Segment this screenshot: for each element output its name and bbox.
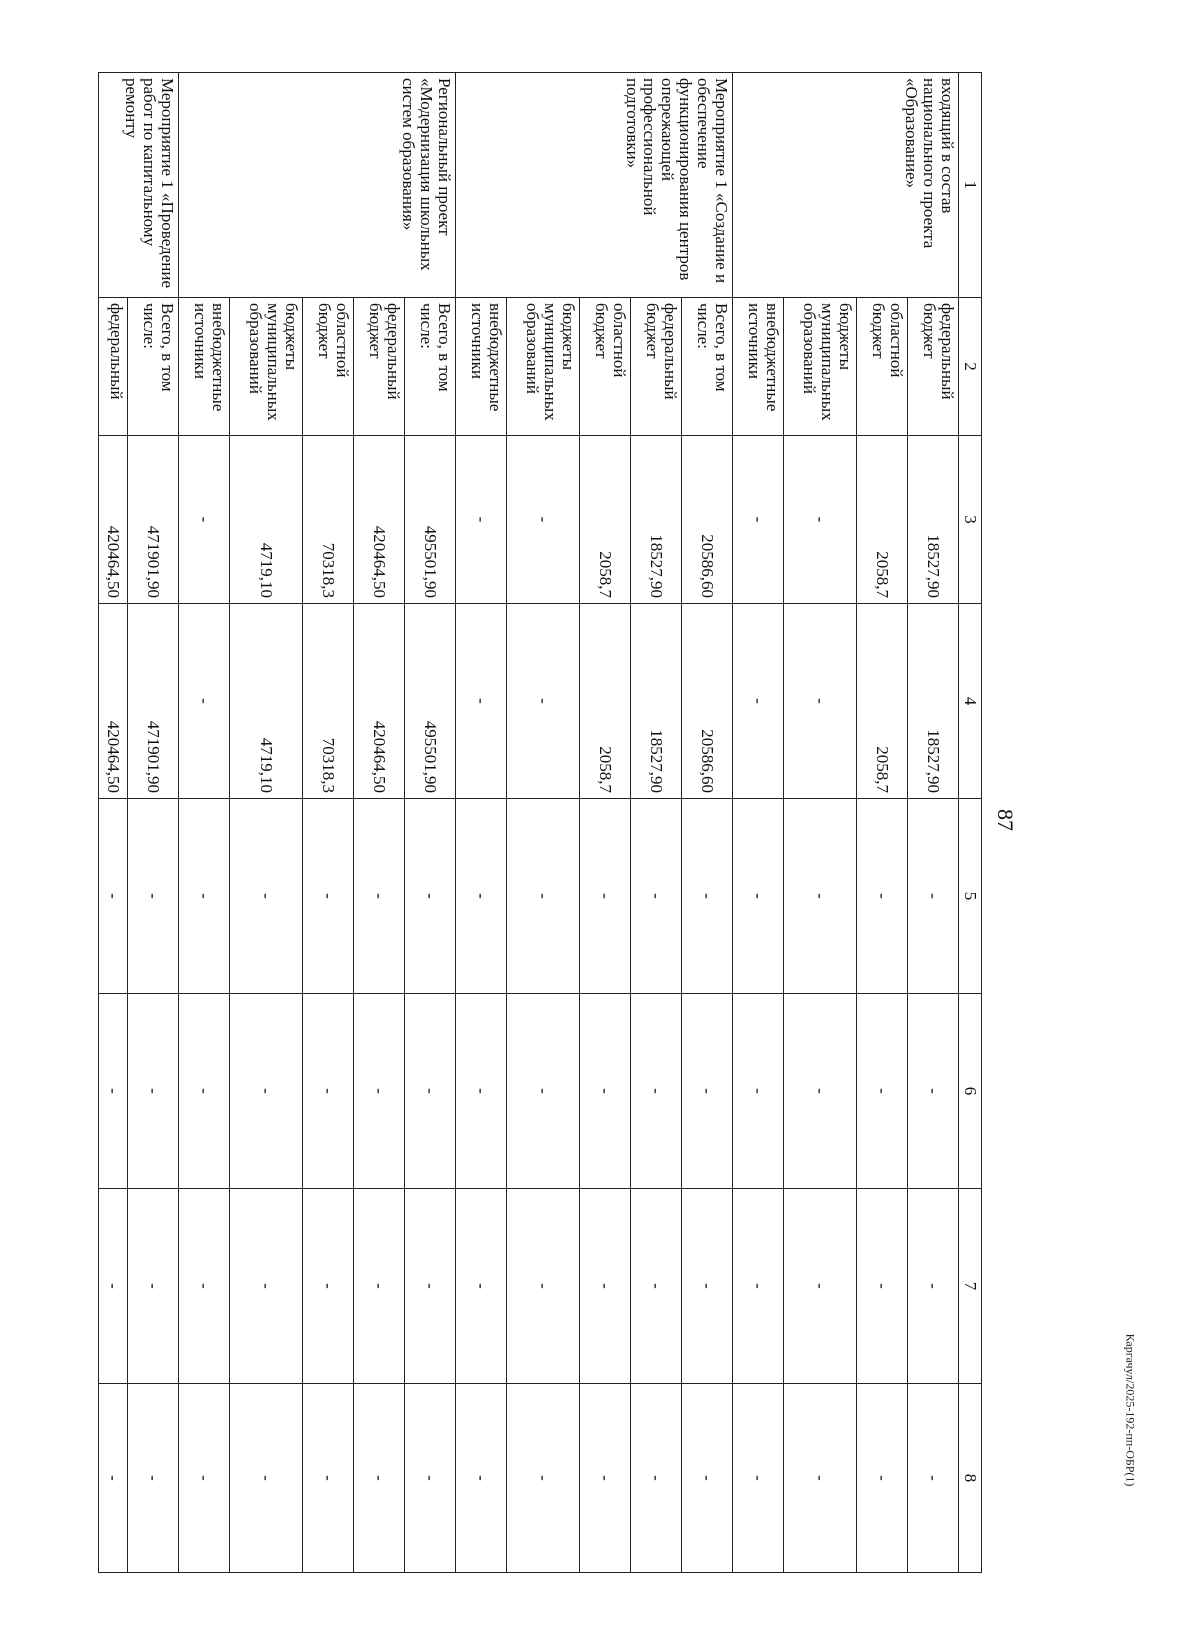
value-cell: - <box>455 1189 506 1384</box>
header-cell-8: 8 <box>959 1384 982 1573</box>
value-cell: - <box>630 1384 681 1573</box>
value-cell: - <box>579 994 630 1189</box>
value-cell: - <box>783 799 856 994</box>
project-name-cell: Мероприятие 1 «Проведение работ по капитальному ремонту <box>99 73 179 298</box>
table-row <box>681 73 732 1573</box>
value-cell: - <box>455 1384 506 1573</box>
value-cell: - <box>404 994 455 1189</box>
value-cell: 70318,3 <box>302 604 353 799</box>
header-cell-2: 2 <box>959 298 982 436</box>
value-cell: - <box>506 436 579 604</box>
value-cell: - <box>681 994 732 1189</box>
value-cell: - <box>732 1384 783 1573</box>
value-cell: - <box>99 1384 128 1573</box>
value-cell: 18527,90 <box>908 436 959 604</box>
value-cell: 420464,50 <box>99 436 128 604</box>
value-cell: - <box>127 1384 178 1573</box>
value-cell: - <box>229 799 302 994</box>
value-cell: 18527,90 <box>630 436 681 604</box>
value-cell: 4719,10 <box>229 604 302 799</box>
table-row <box>630 73 681 1573</box>
value-cell: - <box>783 1189 856 1384</box>
value-cell: 420464,50 <box>99 604 128 799</box>
value-cell: - <box>404 1189 455 1384</box>
value-cell: - <box>630 994 681 1189</box>
value-cell: 2058,7 <box>579 436 630 604</box>
funding-source-cell: федеральный бюджет <box>908 298 959 436</box>
value-cell: - <box>99 799 128 994</box>
project-name-cell: входящий в состав национального проекта «Образование» <box>732 73 958 298</box>
value-cell: 70318,3 <box>302 436 353 604</box>
value-cell: - <box>302 994 353 1189</box>
value-cell: 2058,7 <box>579 604 630 799</box>
value-cell: - <box>302 1384 353 1573</box>
value-cell: - <box>229 1189 302 1384</box>
value-cell: 18527,90 <box>630 604 681 799</box>
value-cell: - <box>506 1189 579 1384</box>
funding-source-cell: федеральный бюджет <box>353 298 404 436</box>
funding-source-cell: бюджеты муниципальных образований <box>783 298 856 436</box>
table-row <box>455 73 506 1573</box>
table-row <box>404 73 455 1573</box>
value-cell: - <box>506 799 579 994</box>
value-cell: 471901,90 <box>127 604 178 799</box>
table-row <box>127 73 178 1573</box>
value-cell: - <box>783 1384 856 1573</box>
value-cell: - <box>857 994 908 1189</box>
value-cell: - <box>732 604 783 799</box>
table-row <box>732 73 783 1573</box>
value-cell: - <box>630 1189 681 1384</box>
value-cell: - <box>857 1189 908 1384</box>
value-cell: - <box>783 436 856 604</box>
value-cell: 495501,90 <box>404 436 455 604</box>
funding-table-container <box>98 72 982 1572</box>
value-cell: - <box>178 1189 229 1384</box>
header-cell-6: 6 <box>959 994 982 1189</box>
value-cell: - <box>404 1384 455 1573</box>
value-cell: - <box>353 799 404 994</box>
table-row <box>506 73 579 1573</box>
value-cell: 20586,60 <box>681 604 732 799</box>
value-cell: - <box>178 1384 229 1573</box>
funding-source-cell: Всего, в том числе: <box>404 298 455 436</box>
value-cell: - <box>681 1189 732 1384</box>
project-name-cell: Мероприятие 1 «Создание и обеспечение функционирования центров опережающей профессиональной подготовки» <box>455 73 732 298</box>
table-row <box>229 73 302 1573</box>
table-row <box>908 73 959 1573</box>
funding-source-cell: внебюджетные источники <box>455 298 506 436</box>
value-cell: 420464,50 <box>353 604 404 799</box>
funding-source-cell: Всего, в том числе: <box>127 298 178 436</box>
value-cell: - <box>908 1189 959 1384</box>
value-cell: - <box>732 799 783 994</box>
funding-source-cell: бюджеты муниципальных образований <box>506 298 579 436</box>
value-cell: - <box>732 1189 783 1384</box>
value-cell: 420464,50 <box>353 436 404 604</box>
value-cell: - <box>783 994 856 1189</box>
funding-source-cell: бюджеты муниципальных образований <box>229 298 302 436</box>
value-cell: - <box>229 1384 302 1573</box>
value-cell: 20586,60 <box>681 436 732 604</box>
funding-table <box>98 72 982 1573</box>
value-cell: - <box>579 1189 630 1384</box>
value-cell: - <box>302 799 353 994</box>
page-number: 87 <box>993 809 1018 831</box>
table-row <box>302 73 353 1573</box>
document-code: Каргачул/2025-192-пп-ОБР(1) <box>1123 1333 1138 1487</box>
value-cell: - <box>455 799 506 994</box>
value-cell: - <box>857 799 908 994</box>
table-row <box>178 73 229 1573</box>
value-cell: - <box>732 994 783 1189</box>
header-cell-4: 4 <box>959 604 982 799</box>
funding-source-cell: федеральный <box>99 298 128 436</box>
funding-source-cell: областной бюджет <box>857 298 908 436</box>
project-name-cell: Региональный проект «Модернизация школьных систем образования» <box>178 73 455 298</box>
value-cell: - <box>353 994 404 1189</box>
value-cell: 2058,7 <box>857 604 908 799</box>
header-row <box>959 73 982 1573</box>
value-cell: - <box>455 436 506 604</box>
value-cell: - <box>681 1384 732 1573</box>
value-cell: - <box>127 1189 178 1384</box>
value-cell: - <box>353 1384 404 1573</box>
value-cell: - <box>353 1189 404 1384</box>
value-cell: - <box>127 799 178 994</box>
value-cell: - <box>178 436 229 604</box>
value-cell: - <box>579 799 630 994</box>
value-cell: - <box>127 994 178 1189</box>
table-row <box>783 73 856 1573</box>
funding-source-cell: федеральный бюджет <box>630 298 681 436</box>
value-cell: 2058,7 <box>857 436 908 604</box>
header-cell-3: 3 <box>959 436 982 604</box>
table-row <box>353 73 404 1573</box>
table-row <box>857 73 908 1573</box>
funding-source-cell: областной бюджет <box>579 298 630 436</box>
funding-source-cell: Всего, в том числе: <box>681 298 732 436</box>
value-cell: - <box>908 799 959 994</box>
value-cell: 495501,90 <box>404 604 455 799</box>
value-cell: - <box>908 994 959 1189</box>
header-cell-7: 7 <box>959 1189 982 1384</box>
funding-source-cell: внебюджетные источники <box>178 298 229 436</box>
table-row <box>579 73 630 1573</box>
table-row <box>99 73 128 1573</box>
value-cell: - <box>99 1189 128 1384</box>
value-cell: - <box>857 1384 908 1573</box>
header-cell-5: 5 <box>959 799 982 994</box>
value-cell: - <box>732 436 783 604</box>
value-cell: - <box>681 799 732 994</box>
value-cell: - <box>506 604 579 799</box>
value-cell: - <box>783 604 856 799</box>
funding-source-cell: областной бюджет <box>302 298 353 436</box>
value-cell: 18527,90 <box>908 604 959 799</box>
value-cell: - <box>506 994 579 1189</box>
value-cell: - <box>229 994 302 1189</box>
value-cell: - <box>178 799 229 994</box>
value-cell: - <box>178 994 229 1189</box>
value-cell: 4719,10 <box>229 436 302 604</box>
value-cell: - <box>302 1189 353 1384</box>
value-cell: - <box>455 604 506 799</box>
value-cell: - <box>579 1384 630 1573</box>
value-cell: - <box>506 1384 579 1573</box>
header-cell-1: 1 <box>959 73 982 298</box>
value-cell: - <box>99 994 128 1189</box>
value-cell: - <box>178 604 229 799</box>
value-cell: - <box>908 1384 959 1573</box>
value-cell: 471901,90 <box>127 436 178 604</box>
value-cell: - <box>630 799 681 994</box>
funding-source-cell: внебюджетные источники <box>732 298 783 436</box>
value-cell: - <box>404 799 455 994</box>
value-cell: - <box>455 994 506 1189</box>
